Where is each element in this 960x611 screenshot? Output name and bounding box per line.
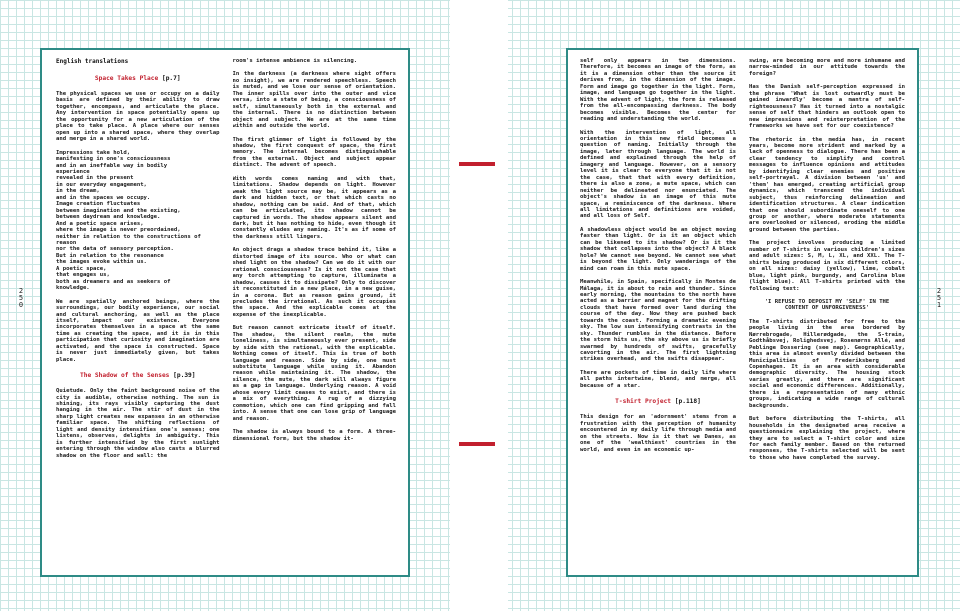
section-title-text: The Shadow of the Senses	[80, 372, 170, 380]
paragraph: Quietude. Only the faint background noise of the city is audible, otherwise nothing. The sun is shining, its rays visibly capturing the dust hanging in the air. The stir of dust in the sharp light creates new expanses in an otherwise familiar space. The shifting reflections of light and density intensifies one's senses; one listens, observes, delights in ambiguity. This is further intensified by the first sunlight entering through the window also casts a blurred shadow on the floor and wall: the	[56, 388, 220, 459]
section-title-space-takes-place	[56, 75, 220, 82]
section-title-text: Space Takes Place	[94, 75, 159, 82]
left-page	[40, 48, 410, 577]
paragraph: The shadow is always bound to a form. A three-dimensional form, but the shadow it-	[232, 429, 396, 442]
paragraph: The first glimmer of light is followed by the shadow, the first conquest of space, the first memory. The internal becomes distinguishable from the external. Object and subject appear distinct. The advent of speech.	[232, 136, 396, 169]
page-heading: English translations	[56, 58, 129, 65]
center-gutter	[450, 0, 508, 611]
paragraph: We are spatially anchored beings, where the surroundings, our bodily experience, our social and cultural anchoring, as well as the place itself, impact our existence. Everyone incorporates themselves in a space at the same time as creating the space, and it is in this participation that curiosity and imagination are activated, and the space is constructed. Space is never just immediately given, but takes place.	[56, 298, 220, 363]
poem-paragraph: Impressions take hold, manifesting in one's consciousness and in an ineffable way in bodily experience revealed in the present in our everyday engagement, in the dream, and in the spaces we occupy. Image creation fluctuates between imagination and the existing, between daydream and knowledge. And a poetic space arises, where the image is never preordained, neither in relation to the constructions of reason nor the data of sensory perception. But in relation to the resonance the images evoke within us. A poetic space, that engages us, both as dreamers and as seekers of knowledge.	[56, 149, 201, 292]
section-page-ref: [p.7]	[161, 75, 181, 82]
paragraph: swing, are becoming more and more inhumane and narrow-minded in our attitude towards the foreign?	[749, 58, 905, 77]
left-page-column-1	[56, 58, 220, 569]
section-page-ref: [p.118]	[674, 398, 701, 406]
paragraph: The physical spaces we use or occupy on a daily basis are defined by their ability to draw together, encompass, and articulate the place. Any intervention in space potentially opens up the opportunity for a new articulation of the place to take place. A place where our senses open up into a shared space, where they overlap and merge in a shared world.	[56, 91, 220, 143]
page-number-right: 2 5 1	[936, 287, 942, 309]
paragraph: But reason cannot extricate itself of itself. The shadow, the silent realm, the mute loneliness, is simultaneously ever present, side by side with the rational, with the explicable. Nothing comes of itself. This is true of both language and reason. Side by side, one must substitute language while using it. Abandon reason while maintaining it. The shadow, the silence, the mute, the dark will always figure as a gap in language. Underlying reason. A void whose every limit ceases to exist, and there is a mix of everything. A rug of a dizzying commotion, which one can find gripping and fall into. A sense that one can lose grip of language and reason.	[232, 325, 396, 422]
paragraph: With the intervention of light, all orientation in this new field becomes a question of naming. Initially through the image, later through language. The world is defined and explained through the help of imagery and language. However, on a sensory level it is clear to everyone that it is not the case, that that with every definition, there is also a zone, a mute space, which can neither be delineated nor enunciated. The object's shadow is an image of this mute space, a reminiscence of the darkness. Where all limitations and definitions are voided, and all loss of Self.	[580, 129, 736, 220]
paragraph: self only appears in two dimensions. Therefore, it becomes an image of the form, as it is a dimension other than the source it derives from, in the dimension of the image. Form and image go together in the light. Form, image, and language go together in the light. With the advent of light, the form is released from the all-encompassing darkness. The body becomes visible. Becomes the center for reading and understanding the world.	[580, 58, 736, 123]
left-page-column-2	[233, 58, 397, 569]
section-title-t-shirt-project	[580, 398, 736, 405]
paragraph: Has the Danish self-perception expressed in the phrase 'What is lost outwardly must be gained inwardly' become a mantra of self-righteousness? Has it turned into a nostalgic sense of self that hinders an outlook open to new impressions and reinterpretation of the frameworks we have set for our coexistence?	[749, 84, 905, 130]
paragraph: The project involves producing a limited number of T-shirts in various children's sizes and adult sizes: S, M, L, XL, and XXL. The T-shirts being produced in six different colors, on all sizes: daisy (yellow), lime, cobalt blue, light pink, burgundy, and Carolina blue (light blue). All T-shirts printed with the following text:	[749, 240, 905, 292]
paragraph: This design for an 'adornment' stems from a frustration with the perception of humanity encountered in my daily life through media and on the streets. Now is it that we Danes, as one of the 'wealthiest' countries in the world, and even in an economic up-	[580, 414, 736, 453]
right-page-column-2	[749, 58, 905, 569]
page-number-left: 2 5 0	[18, 287, 24, 309]
right-page	[566, 48, 919, 577]
paragraph: room's intense ambience is silencing.	[232, 58, 358, 64]
paragraph: Meanwhile, in Spain, specifically in Montes de Málaga, it is about to rain and thunder. Since early morning, the mountains to the north have acted as a barrier and magnet for the drifting clouds that have formed over land during the course of the day. Now they are pushed back towards the coast. Forming a dramatic evening sky. The low sun intensifying contrasts in the sky. Thunder rumbles in the distance. Before the storm hits us, the sky above us is briefly swarmed by hundreds of swifts, gracefully cavorting in the air. The first lightning strikes overhead, and the swifts disappear.	[580, 279, 736, 363]
paragraph: With words comes naming and with that, limitations. Shadow depends on light. However weak the light source may be, it appears as a dark and hidden text, or that which casts no shadow, nothing can be said. And of that, which can be articulated, its shadow cannot be captured in words. The shadow appears silent and dark, but it has nothing to hide, even though it constantly eludes any naming. It's as if some of the darkness still lingers.	[232, 175, 396, 240]
paragraph: The T-shirts distributed for free to the people living in the area bordered by Nørrebrogade, Hillerødgade, the S-train, Godthåbsvej, Rolighedsvej, Rosenørns Allé, and Peblinge Dossering (see map). Geographically, this area is almost evenly divided between the Municipalities of Frederiksberg and Copenhagen. It is an area with considerable demographic diversity. The housing stock varies greatly, and there are significant social and economic differences. Additionally, there is a representation of many ethnic groups, indicating a wide range of cultural backgrounds.	[749, 318, 905, 409]
paragraph: In the darkness (a darkness where sight offers no insight), we are rendered speechless. Speech is muted, and we lose our sense of orientation. The inner spills over into the outer and vice versa, into a state of being, a consciousness of self, simultaneously both in the external and the internal. There is no distinction between object and subject. We are at the same time within and outside the world.	[232, 71, 396, 130]
t-shirt-quote: 'I REFUSE TO DEPOSIT MY 'SELF' IN THE CONTENT OF UNFORGIVENESS'	[764, 298, 890, 312]
red-marker-top	[459, 162, 495, 166]
right-page-column-1	[580, 58, 736, 569]
paragraph: But before distributing the T-shirts, all households in the designated area receive a questionnaire explaining the project, where they are to select a T-shirt color and size for each family member. Based on the returned responses, the T-shirts selected will be sent to those who have completed the survey.	[749, 416, 905, 461]
section-title-shadow-of-senses	[56, 372, 220, 379]
paragraph: The rhetoric in the media has, in recent years, become more strident and marked by a lack of openness to dialogue. There has been a clear tendency to simplify and control messages to influence opinions and attitudes by identifying clear enemies and positive self-portrayal. A division between 'us' and 'them' has emerged, creating artificial group dynamics, which transcend the individual subject, thus reinforcing delineation and identification structures. A clear indication that one should subordinate oneself to one group or another, where moderate statements are overlooked or silenced, eroding the middle ground between the parties.	[749, 136, 905, 233]
paragraph: An object drags a shadow trace behind it, like a distorted image of its source. Who or what can shed light on the shadow? Can we do it with our rational consciousness? Is it not the case that any torch attempting to capture, illuminate a shadow, causes it to dissipate? Only to discover it reconstituted in a new place, in a new guise, in a corona. But as reason gains ground, it precludes the irrational. As such it occupies the space. And the explicable comes at the expense of the inexplicable.	[232, 247, 396, 318]
paragraph: There are pockets of time in daily life where all paths intertwine, blend, and merge, all because of a star.	[580, 369, 736, 389]
section-title-text: T-shirt Project	[615, 398, 672, 406]
red-marker-bottom	[459, 442, 495, 446]
section-page-ref: [p.39]	[173, 372, 196, 380]
paragraph: A shadowless object would be an object moving faster than light. Or is it an object which can be likened to its shadow? Or is it the shadow that collapses into the object? A black hole? We cannot see beyond. We cannot see what is beyond the light. Only wanderings of the mind can roam in this mute space.	[580, 226, 736, 272]
